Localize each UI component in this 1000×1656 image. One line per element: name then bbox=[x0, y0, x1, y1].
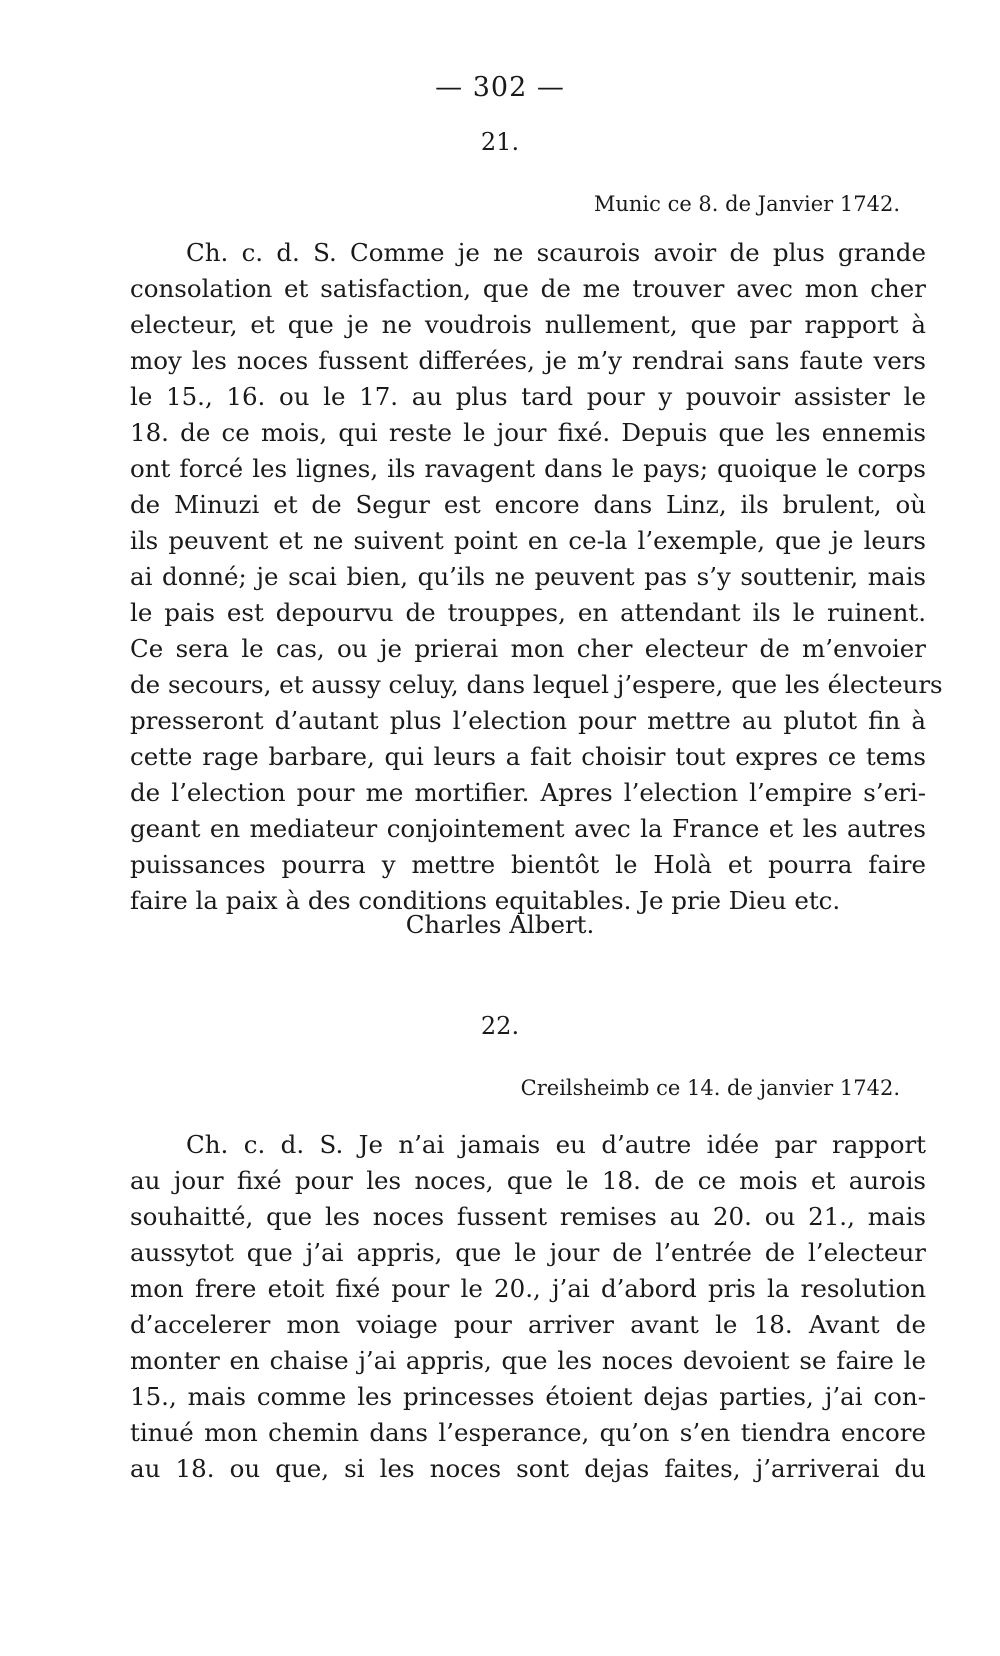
text-line: 18. de ce mois, qui reste le jour fixé. Depuis que les ennemis bbox=[130, 418, 926, 447]
text-line: puissances pourra y mettre bientôt le Holà et pourra faire bbox=[130, 850, 926, 879]
text-line: tinué mon chemin dans l’esperance, qu’on s’en tiendra encore bbox=[130, 1418, 926, 1447]
text-line: de secours, et aussy celuy, dans lequel j’espere, que les électeurs bbox=[130, 670, 943, 699]
letter-number: 22. bbox=[480, 1012, 520, 1040]
text-line: de l’election pour me mortifier. Apres l’election l’empire s’eri- bbox=[130, 778, 926, 807]
page-number: — 302 — bbox=[435, 72, 565, 103]
text-line: monter en chaise j’ai appris, que les noces devoient se faire le bbox=[130, 1346, 926, 1375]
text-line: presseront d’autant plus l’election pour mettre au plutot fin à bbox=[130, 706, 926, 735]
letter-dateline: Munic ce 8. de Janvier 1742. bbox=[593, 192, 900, 216]
text-line: moy les noces fussent differées, je m’y rendrai sans faute vers bbox=[130, 346, 926, 375]
text-line: cette rage barbare, qui leurs a fait choisir tout expres ce tems bbox=[130, 742, 926, 771]
text-line: 15., mais comme les princesses étoient dejas parties, j’ai con- bbox=[130, 1382, 926, 1411]
text-line: ont forcé les lignes, ils ravagent dans le pays; quoique le corps bbox=[130, 454, 926, 483]
signature: Charles Albert. bbox=[405, 910, 595, 939]
text-line: au jour fixé pour les noces, que le 18. de ce mois et aurois bbox=[130, 1166, 926, 1195]
text-line: consolation et satisfaction, que de me trouver avec mon cher bbox=[130, 274, 926, 303]
text-line: ai donné; je scai bien, qu’ils ne peuvent pas s’y souttenir, mais bbox=[130, 562, 926, 591]
text-line: Ch. c. d. S. Je n’ai jamais eu d’autre idée par rapport bbox=[186, 1130, 926, 1159]
letter-body bbox=[130, 1127, 926, 1487]
text-line: le pais est depourvu de trouppes, en attendant ils le ruinent. bbox=[130, 598, 926, 627]
text-line: d’accelerer mon voiage pour arriver avant le 18. Avant de bbox=[130, 1310, 926, 1339]
text-line: faire la paix à des conditions equitables. Je prie Dieu etc. bbox=[130, 886, 841, 915]
text-line: geant en mediateur conjointement avec la France et les autres bbox=[130, 814, 926, 843]
text-line: Ce sera le cas, ou je prierai mon cher electeur de m’envoier bbox=[130, 634, 926, 663]
text-line: souhaitté, que les noces fussent remises au 20. ou 21., mais bbox=[130, 1202, 926, 1231]
text-line: Ch. c. d. S. Comme je ne scaurois avoir de plus grande bbox=[186, 238, 926, 267]
letter-number: 21. bbox=[480, 128, 520, 156]
text-line: ils peuvent et ne suivent point en ce-la l’exemple, que je leurs bbox=[130, 526, 926, 555]
text-line: aussytot que j’ai appris, que le jour de l’entrée de l’electeur bbox=[130, 1238, 926, 1267]
letter-dateline: Creilsheimb ce 14. de janvier 1742. bbox=[520, 1076, 900, 1100]
text-line: de Minuzi et de Segur est encore dans Linz, ils brulent, où bbox=[130, 490, 926, 519]
text-line: au 18. ou que, si les noces sont dejas faites, j’arriverai du bbox=[130, 1454, 926, 1483]
text-line: mon frere etoit fixé pour le 20., j’ai d’abord pris la resolution bbox=[130, 1274, 926, 1303]
text-line: electeur, et que je ne voudrois nullement, que par rapport à bbox=[130, 310, 926, 339]
text-line: le 15., 16. ou le 17. au plus tard pour y pouvoir assister le bbox=[130, 382, 926, 411]
letter-body bbox=[130, 235, 943, 919]
